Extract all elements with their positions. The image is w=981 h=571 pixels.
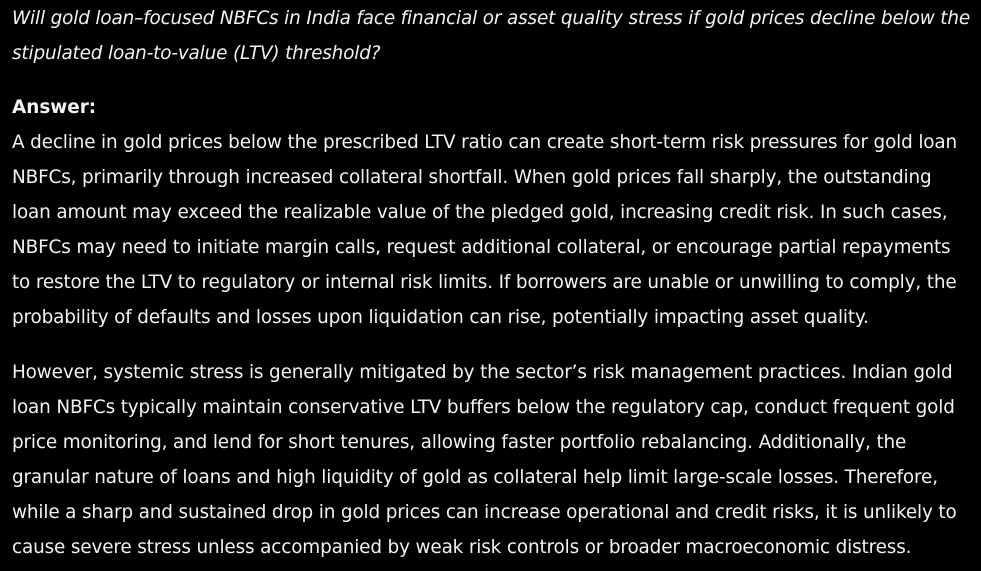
answer-paragraph-1: A decline in gold prices below the prescribed LTV ratio can create short-term risk pressures for gold loan NBFCs, primarily through increased collateral shortfall. When gold prices fall sharply, the outstanding loan amount may exceed the realizable value of the pledged gold, increasing credit risk. In such cases, NBFCs may need to initiate margin calls, request additional collateral, or encourage partial repayments to restore the LTV to regulatory or internal risk limits. If borrowers are unable or unwilling to comply, the probability of defaults and losses upon liquidation can rise, potentially impacting asset quality. <box>12 132 958 328</box>
question-text: Will gold loan–focused NBFCs in India face financial or asset quality stress if gold prices decline below the stipulated loan-to-value (LTV) threshold? <box>12 8 971 64</box>
answer-paragraph-2: However, systemic stress is generally mitigated by the sector’s risk management practices. Indian gold loan NBFCs typically maintain conservative LTV buffers below the regulatory cap, conduct frequent gold price monitoring, and lend for short tenures, allowing faster portfolio rebalancing. Additionally, the granular nature of loans and high liquidity of gold as collateral help limit large-scale losses. Therefore, while a sharp and sustained drop in gold prices can increase operational and credit risks, it is unlikely to cause severe stress unless accompanied by weak risk controls or broader macroeconomic distress. <box>12 362 957 558</box>
answer-label: Answer: <box>12 97 97 118</box>
document-body <box>12 0 972 565</box>
